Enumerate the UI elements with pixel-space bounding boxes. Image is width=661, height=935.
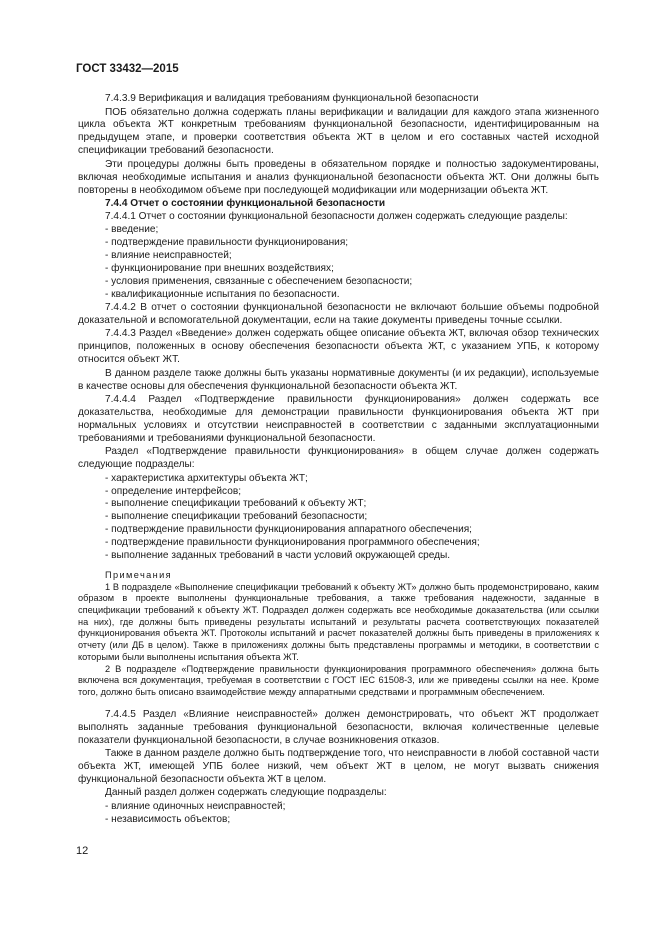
notes-block: [78, 570, 599, 699]
paragraph: 7.4.4.4 Раздел «Подтверждение правильности функционирования» должен содержать все доказательства, необходимые для демонстрации правильности функционирования объекта ЖТ при нормальных условиях и отсутствии неисправностей в соответствии с заданными эксплуатационными требованиями и требованиями функциональной безопасности.: [78, 394, 599, 444]
list-item: - выполнение заданных требований в части условий окружающей среды.: [105, 550, 451, 562]
paragraph: В данном разделе также должны быть указаны нормативные документы (и их редакции), используемые в качестве основы для обеспечения функциональной безопасности объекта ЖТ.: [78, 367, 599, 392]
paragraph: 7.4.3.9 Верификация и валидация требованиям функциональной безопасности: [105, 93, 479, 104]
list-item: - функционирование при внешних воздействиях;: [105, 263, 334, 275]
page-number: 12: [76, 845, 89, 857]
list-item: - выполнение спецификации требований к объекту ЖТ;: [105, 498, 367, 510]
notes-title: Примечания: [105, 569, 173, 580]
list-item: - условия применения, связанные с обеспечением безопасности;: [105, 276, 413, 288]
list-item: - подтверждение правильности функционирования;: [105, 237, 349, 249]
paragraph: Эти процедуры должны быть проведены в обязательном порядке и полностью задокументированы, включая необходимые испытания и анализ функциональной безопасности объекта ЖТ. Они должны быть повторены в необходимом объеме при последующей модификации или модернизации объекта ЖТ.: [78, 158, 599, 196]
paragraph: Данный раздел должен содержать следующие подразделы:: [105, 787, 387, 799]
spacer: [78, 699, 599, 709]
note: 2 В подразделе «Подтверждение правильности функционирования программного обеспечения» должна быть включена вся документация, требуемая в соответствии с ГОСТ IEC 61508-3, или же приведены ссылки на нее. Кроме того, должно быть описано взаимодействие между аппаратными средствами и программным обеспечением.: [78, 663, 599, 697]
list-item: - выполнение спецификации требований безопасности;: [105, 511, 368, 523]
list-item: - подтверждение правильности функционирования аппаратного обеспечения;: [105, 524, 472, 536]
paragraph: 7.4.4.3 Раздел «Введение» должен содержать общее описание объекта ЖТ, включая обзор технических принципов, положенных в основу обеспечения безопасности объекта ЖТ, с указанием УПБ, к которому относится объект ЖТ.: [78, 328, 599, 366]
paragraph: Раздел «Подтверждение правильности функционирования» в общем случае должен содержать следующие подразделы:: [78, 446, 599, 471]
document-header: ГОСТ 33432—2015: [76, 63, 179, 75]
list-item: - независимость объектов;: [105, 813, 231, 825]
page-content: [78, 93, 599, 827]
note: 1 В подразделе «Выполнение спецификации требований к объекту ЖТ» должно быть продемонстрировано, каким образом в проекте выполнены функциональные требования, а также требования надежности, заданные в спецификации требований к объекту ЖТ. Подраздел должен содержать все необходимые доказательства (или ссылки на них), где должны быть приведены результаты испытаний и результаты расчета соответствующих показателей функционирования объекта ЖТ. Протоколы испытаний и расчет показателей должны быть приведены в приложениях к отчету (или ДБ в целом). Также в приложениях должны быть представлены программы и методики, в соответствии с которыми были выполнены испытания объекта ЖТ.: [78, 581, 599, 662]
list-item: - введение;: [105, 224, 159, 236]
paragraph: 7.4.4.2 В отчет о состоянии функциональной безопасности не включают большие объемы подробной доказательной и вспомогательной документации, если на такие документы приведены точные ссылки.: [78, 301, 599, 326]
list-item: - влияние одиночных неисправностей;: [105, 800, 286, 812]
list-item: - влияние неисправностей;: [105, 250, 232, 262]
paragraph: ПОБ обязательно должна содержать планы верификации и валидации для каждого этапа жизненного цикла объекта ЖТ конкретным требованиям функциональной безопасности, идентифицированным на предыдущем этапе, и проверки соответствия объекта ЖТ в целом и его составных частей исходной спецификации требований безопасности.: [78, 106, 599, 157]
list-item: - подтверждение правильности функционирования программного обеспечения;: [105, 537, 480, 549]
list-item: - определение интерфейсов;: [105, 485, 241, 497]
section-heading: 7.4.4 Отчет о состоянии функциональной безопасности: [105, 198, 386, 210]
paragraph: 7.4.4.5 Раздел «Влияние неисправностей» должен демонстрировать, что объект ЖТ продолжает выполнять заданные требования функциональной безопасности, включая количественные целевые показатели функциональной безопасности, в случае возникновения отказов.: [78, 708, 599, 746]
list-item: - квалификационные испытания по безопасности.: [105, 288, 340, 300]
paragraph: Также в данном разделе должно быть подтверждение того, что неисправности в любой составной части объекта ЖТ, имеющей УПБ более низкий, чем объект ЖТ в целом, не могут вызвать снижения функциональной безопасности объекта ЖТ в целом.: [78, 748, 599, 785]
list-item: - характеристика архитектуры объекта ЖТ;: [105, 472, 308, 484]
paragraph: 7.4.4.1 Отчет о состоянии функциональной безопасности должен содержать следующие разделы:: [105, 210, 568, 222]
